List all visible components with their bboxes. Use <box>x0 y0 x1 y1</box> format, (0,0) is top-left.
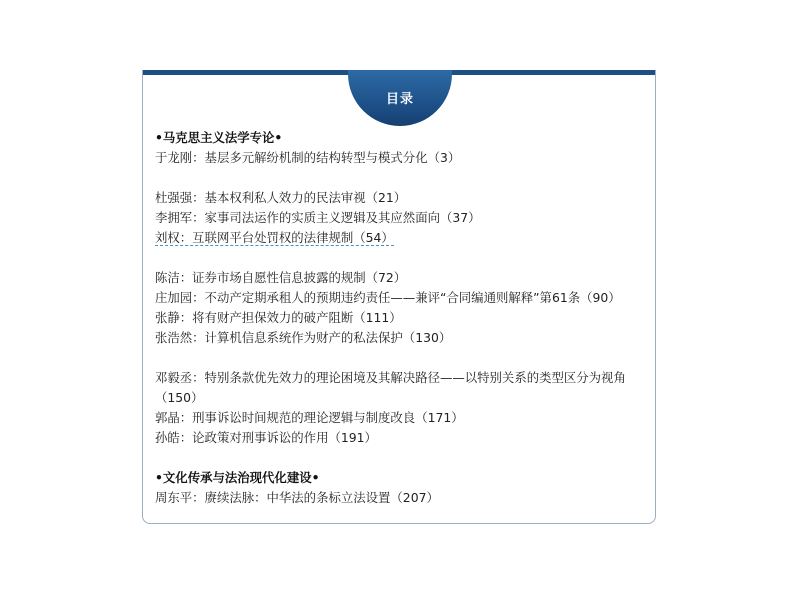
toc-entry[interactable]: 郭晶：刑事诉讼时间规范的理论逻辑与制度改良（171） <box>155 410 464 425</box>
section-heading-marxist-jurisprudence: •马克思主义法学专论• <box>155 130 283 145</box>
toc-entry[interactable]: 张浩然：计算机信息系统作为财产的私法保护（130） <box>155 330 452 345</box>
spacer <box>155 248 651 268</box>
toc-entry[interactable]: 孙皓：论政策对刑事诉讼的作用（191） <box>155 430 377 445</box>
toc-frame <box>142 70 656 524</box>
toc-entry[interactable]: 张静：将有财产担保效力的破产阻断（111） <box>155 310 402 325</box>
toc-entry[interactable]: 于龙刚：基层多元解纷机制的结构转型与模式分化（3） <box>155 150 461 165</box>
toc-entry[interactable]: 李拥军：家事司法运作的实质主义逻辑及其应然面向（37） <box>155 210 481 225</box>
section-heading-cultural-heritage: •文化传承与法治现代化建设• <box>155 470 320 485</box>
spacer <box>155 168 651 188</box>
toc-entry[interactable]: 邓毅丞：特别条款优先效力的理论困境及其解决路径——以特别关系的类型区分为视角（150） <box>155 370 626 405</box>
toc-entry-text: 刘权：互联网平台处罚权的法律规制（54） <box>155 230 394 245</box>
spacer <box>155 448 651 468</box>
toc-title-tab: 目录 <box>348 70 452 126</box>
toc-entry[interactable]: 周东平：赓续法脉：中华法的条标立法设置（207） <box>155 490 439 505</box>
toc-entry[interactable]: 杜强强：基本权利私人效力的民法审视（21） <box>155 190 407 205</box>
toc-entry[interactable]: 陈洁：证券市场自愿性信息披露的规制（72） <box>155 270 407 285</box>
spacer <box>155 348 651 368</box>
toc-entry[interactable] <box>155 228 651 248</box>
table-of-contents <box>155 128 651 508</box>
toc-entry[interactable]: 庄加园：不动产定期承租人的预期违约责任——兼评“合同编通则解释”第61条（90） <box>155 290 621 305</box>
